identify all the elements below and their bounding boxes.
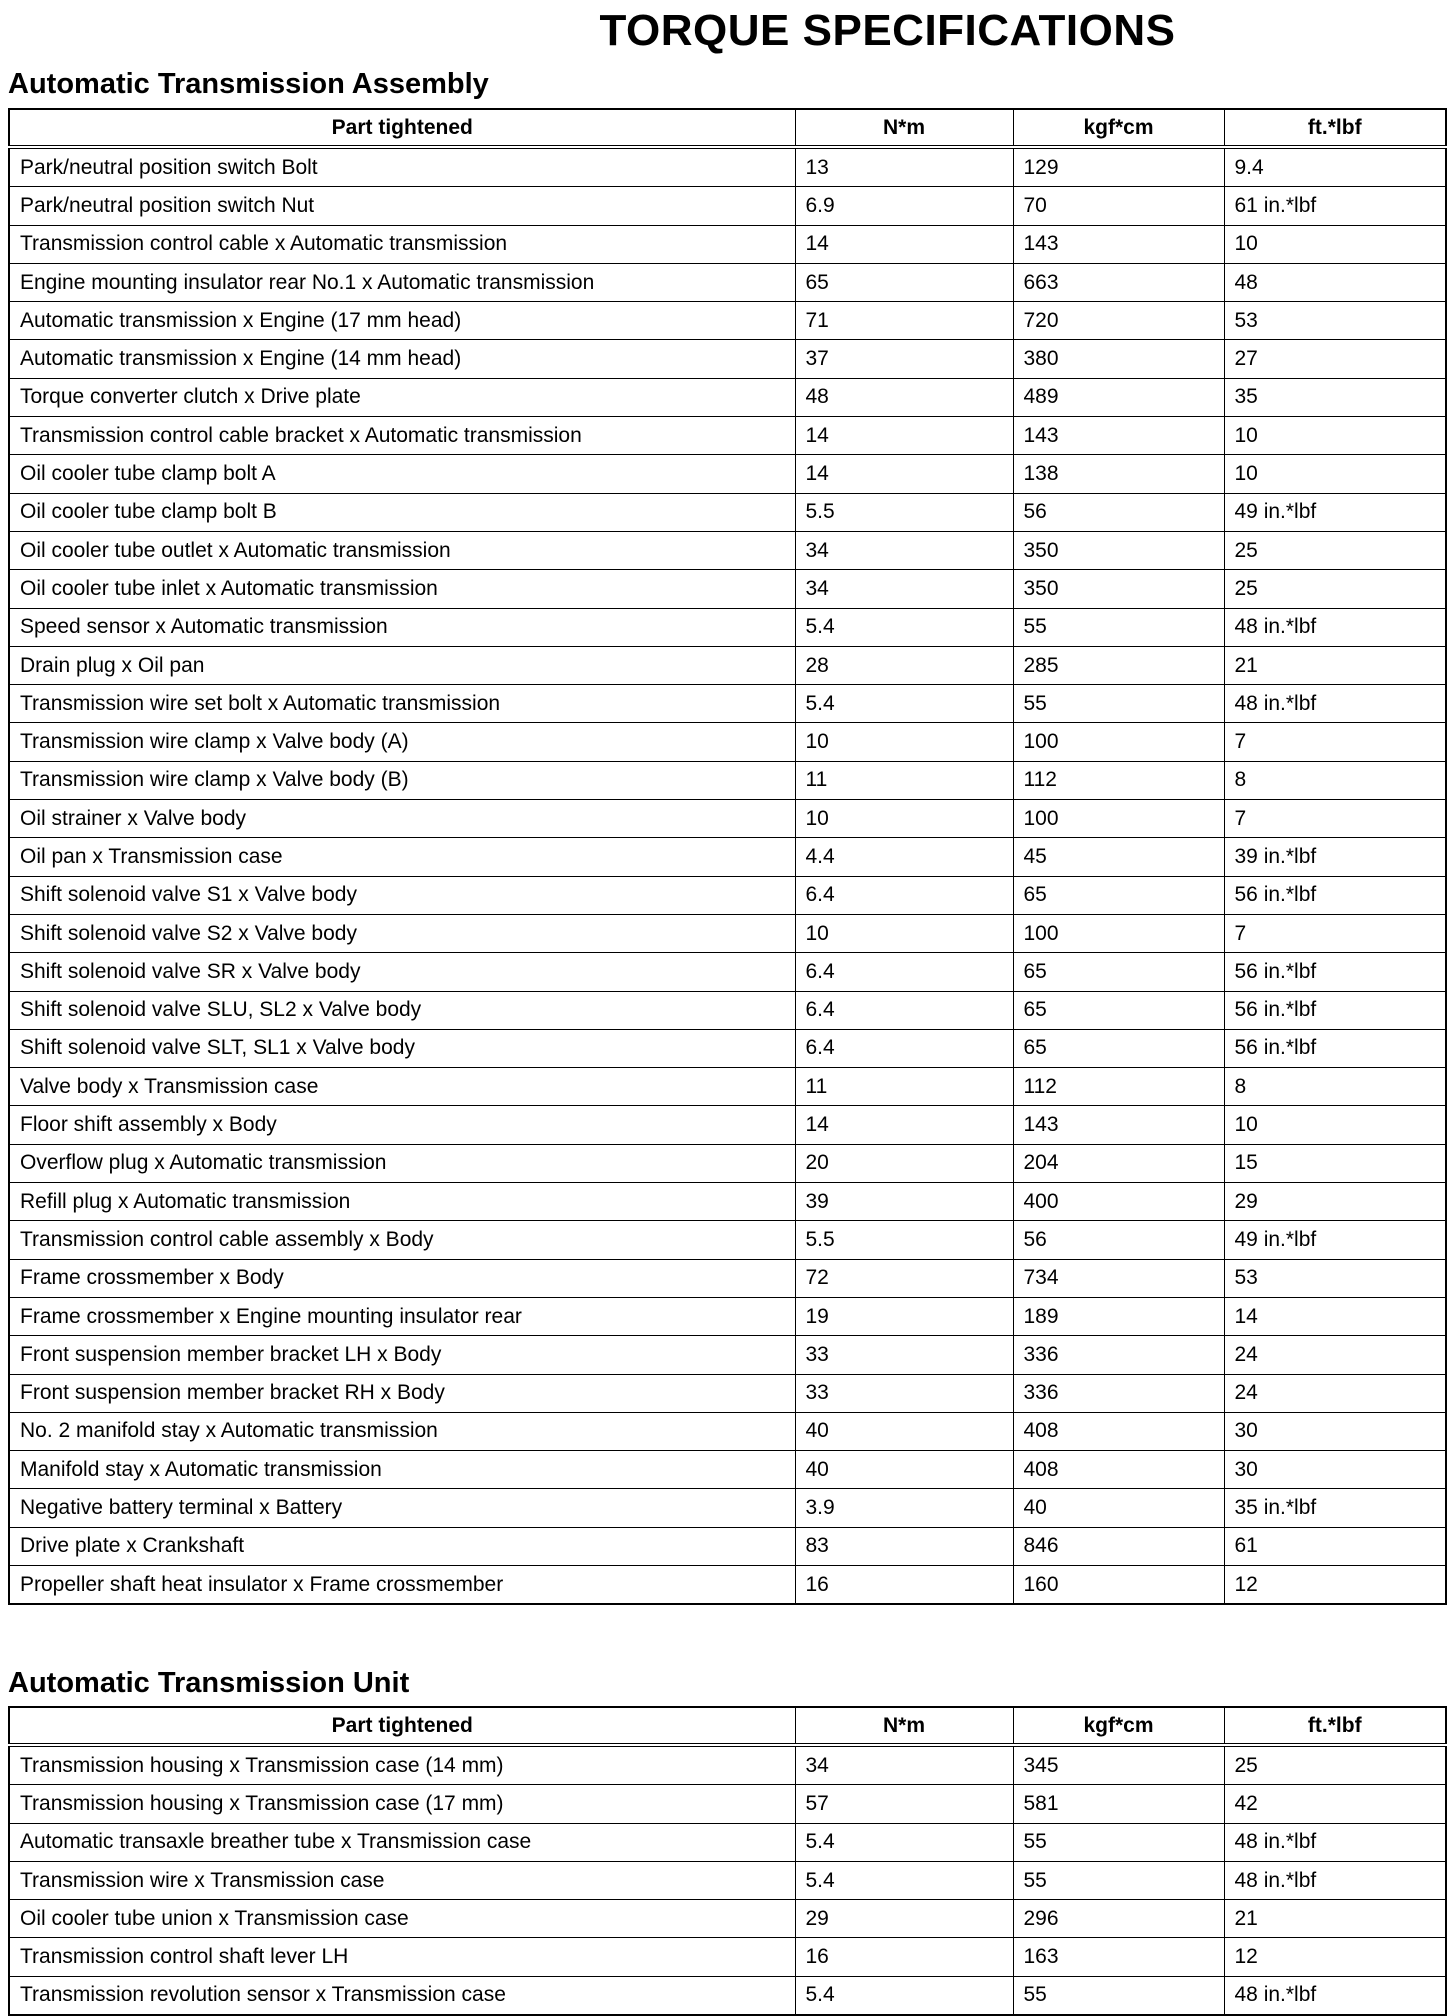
table-row (9, 187, 1446, 225)
cell-kgfcm: 400 (1013, 1183, 1224, 1221)
header-kgfcm: kgf*cm (1013, 109, 1224, 147)
table-row (9, 340, 1446, 378)
cell-ftlbf: 8 (1224, 761, 1446, 799)
cell-ftlbf: 12 (1224, 1565, 1446, 1604)
table-row (9, 838, 1446, 876)
cell-kgfcm: 65 (1013, 953, 1224, 991)
table-row (9, 723, 1446, 761)
cell-ftlbf: 25 (1224, 1745, 1446, 1785)
cell-nm: 16 (795, 1565, 1013, 1604)
table-row (9, 876, 1446, 914)
cell-part-tightened: Oil cooler tube union x Transmission case (9, 1900, 795, 1938)
cell-ftlbf: 25 (1224, 531, 1446, 569)
table-row (9, 1029, 1446, 1067)
cell-part-tightened: Transmission wire clamp x Valve body (B) (9, 761, 795, 799)
cell-ftlbf: 48 in.*lbf (1224, 685, 1446, 723)
cell-nm: 14 (795, 225, 1013, 263)
cell-ftlbf: 49 in.*lbf (1224, 1221, 1446, 1259)
cell-kgfcm: 143 (1013, 417, 1224, 455)
table-row (9, 1221, 1446, 1259)
cell-ftlbf: 39 in.*lbf (1224, 838, 1446, 876)
cell-nm: 5.4 (795, 1976, 1013, 2015)
table-row (9, 608, 1446, 646)
cell-ftlbf: 24 (1224, 1336, 1446, 1374)
cell-kgfcm: 336 (1013, 1374, 1224, 1412)
cell-ftlbf: 8 (1224, 1068, 1446, 1106)
cell-nm: 34 (795, 1745, 1013, 1785)
cell-part-tightened: Transmission control cable x Automatic transmission (9, 225, 795, 263)
cell-part-tightened: Transmission control shaft lever LH (9, 1938, 795, 1976)
cell-part-tightened: Shift solenoid valve S1 x Valve body (9, 876, 795, 914)
cell-nm: 72 (795, 1259, 1013, 1297)
table-row (9, 1745, 1446, 1785)
cell-part-tightened: Shift solenoid valve S2 x Valve body (9, 914, 795, 952)
cell-nm: 40 (795, 1412, 1013, 1450)
cell-ftlbf: 30 (1224, 1451, 1446, 1489)
table-row (9, 378, 1446, 416)
cell-part-tightened: Oil pan x Transmission case (9, 838, 795, 876)
cell-kgfcm: 65 (1013, 1029, 1224, 1067)
table-row (9, 646, 1446, 684)
cell-ftlbf: 48 in.*lbf (1224, 608, 1446, 646)
cell-kgfcm: 336 (1013, 1336, 1224, 1374)
cell-part-tightened: Engine mounting insulator rear No.1 x Automatic transmission (9, 263, 795, 301)
cell-part-tightened: Manifold stay x Automatic transmission (9, 1451, 795, 1489)
cell-kgfcm: 55 (1013, 1861, 1224, 1899)
table-row (9, 1259, 1446, 1297)
cell-ftlbf: 15 (1224, 1144, 1446, 1182)
cell-kgfcm: 100 (1013, 800, 1224, 838)
cell-kgfcm: 45 (1013, 838, 1224, 876)
cell-nm: 65 (795, 263, 1013, 301)
cell-part-tightened: Transmission housing x Transmission case (14 mm) (9, 1745, 795, 1785)
cell-part-tightened: Automatic transaxle breather tube x Transmission case (9, 1823, 795, 1861)
table-row (9, 531, 1446, 569)
page-title: TORQUE SPECIFICATIONS (599, 6, 1176, 55)
cell-kgfcm: 285 (1013, 646, 1224, 684)
cell-ftlbf: 56 in.*lbf (1224, 1029, 1446, 1067)
cell-part-tightened: Front suspension member bracket LH x Body (9, 1336, 795, 1374)
cell-ftlbf: 29 (1224, 1183, 1446, 1221)
cell-ftlbf: 14 (1224, 1297, 1446, 1335)
header-part-tightened: Part tightened (9, 109, 795, 147)
table-row (9, 1861, 1446, 1899)
table-row (9, 1823, 1446, 1861)
cell-kgfcm: 70 (1013, 187, 1224, 225)
table-row (9, 147, 1446, 187)
table-row (9, 263, 1446, 301)
table-row (9, 914, 1446, 952)
cell-nm: 71 (795, 302, 1013, 340)
table-row (9, 1412, 1446, 1450)
cell-nm: 6.4 (795, 1029, 1013, 1067)
cell-part-tightened: Valve body x Transmission case (9, 1068, 795, 1106)
cell-kgfcm: 129 (1013, 147, 1224, 187)
cell-ftlbf: 56 in.*lbf (1224, 876, 1446, 914)
cell-ftlbf: 56 in.*lbf (1224, 953, 1446, 991)
cell-part-tightened: Floor shift assembly x Body (9, 1106, 795, 1144)
cell-nm: 6.9 (795, 187, 1013, 225)
cell-nm: 5.4 (795, 608, 1013, 646)
cell-kgfcm: 143 (1013, 225, 1224, 263)
cell-part-tightened: Frame crossmember x Body (9, 1259, 795, 1297)
table-row (9, 800, 1446, 838)
table-row (9, 1785, 1446, 1823)
cell-part-tightened: Shift solenoid valve SR x Valve body (9, 953, 795, 991)
section-title-assembly: Automatic Transmission Assembly (8, 68, 489, 100)
cell-ftlbf: 7 (1224, 800, 1446, 838)
table-row (9, 1144, 1446, 1182)
torque-table-assembly (8, 108, 1447, 1605)
header-part-tightened: Part tightened (9, 1707, 795, 1745)
cell-kgfcm: 55 (1013, 685, 1224, 723)
cell-ftlbf: 10 (1224, 225, 1446, 263)
cell-ftlbf: 24 (1224, 1374, 1446, 1412)
table-row (9, 1976, 1446, 2015)
cell-kgfcm: 189 (1013, 1297, 1224, 1335)
table-row (9, 685, 1446, 723)
cell-kgfcm: 55 (1013, 1823, 1224, 1861)
table-row (9, 1489, 1446, 1527)
cell-nm: 48 (795, 378, 1013, 416)
cell-kgfcm: 100 (1013, 914, 1224, 952)
cell-nm: 6.4 (795, 876, 1013, 914)
cell-ftlbf: 35 (1224, 378, 1446, 416)
cell-nm: 83 (795, 1527, 1013, 1565)
cell-part-tightened: Refill plug x Automatic transmission (9, 1183, 795, 1221)
cell-part-tightened: Transmission housing x Transmission case (17 mm) (9, 1785, 795, 1823)
cell-nm: 5.4 (795, 1823, 1013, 1861)
cell-ftlbf: 7 (1224, 914, 1446, 952)
cell-part-tightened: Automatic transmission x Engine (14 mm head) (9, 340, 795, 378)
cell-kgfcm: 65 (1013, 876, 1224, 914)
torque-table-unit (8, 1706, 1447, 2016)
cell-ftlbf: 53 (1224, 1259, 1446, 1297)
table-row (9, 1527, 1446, 1565)
cell-part-tightened: Oil cooler tube clamp bolt B (9, 493, 795, 531)
cell-kgfcm: 350 (1013, 531, 1224, 569)
cell-part-tightened: Drain plug x Oil pan (9, 646, 795, 684)
cell-part-tightened: Oil cooler tube inlet x Automatic transmission (9, 570, 795, 608)
header-ftlbf: ft.*lbf (1224, 1707, 1446, 1745)
cell-kgfcm: 55 (1013, 608, 1224, 646)
header-ftlbf: ft.*lbf (1224, 109, 1446, 147)
table-row (9, 493, 1446, 531)
cell-kgfcm: 100 (1013, 723, 1224, 761)
cell-part-tightened: Transmission control cable assembly x Body (9, 1221, 795, 1259)
cell-part-tightened: Negative battery terminal x Battery (9, 1489, 795, 1527)
cell-part-tightened: Frame crossmember x Engine mounting insulator rear (9, 1297, 795, 1335)
cell-ftlbf: 10 (1224, 417, 1446, 455)
cell-ftlbf: 48 (1224, 263, 1446, 301)
cell-part-tightened: Transmission wire x Transmission case (9, 1861, 795, 1899)
cell-kgfcm: 56 (1013, 493, 1224, 531)
cell-part-tightened: Propeller shaft heat insulator x Frame crossmember (9, 1565, 795, 1604)
cell-kgfcm: 56 (1013, 1221, 1224, 1259)
cell-kgfcm: 296 (1013, 1900, 1224, 1938)
table-row (9, 1374, 1446, 1412)
cell-nm: 4.4 (795, 838, 1013, 876)
cell-kgfcm: 408 (1013, 1451, 1224, 1489)
cell-nm: 16 (795, 1938, 1013, 1976)
cell-nm: 14 (795, 455, 1013, 493)
cell-ftlbf: 48 in.*lbf (1224, 1976, 1446, 2015)
cell-kgfcm: 65 (1013, 991, 1224, 1029)
cell-part-tightened: Transmission control cable bracket x Automatic transmission (9, 417, 795, 455)
cell-nm: 5.5 (795, 493, 1013, 531)
cell-part-tightened: Automatic transmission x Engine (17 mm head) (9, 302, 795, 340)
cell-kgfcm: 55 (1013, 1976, 1224, 2015)
cell-nm: 11 (795, 761, 1013, 799)
cell-part-tightened: Oil cooler tube outlet x Automatic transmission (9, 531, 795, 569)
cell-ftlbf: 27 (1224, 340, 1446, 378)
cell-part-tightened: Front suspension member bracket RH x Body (9, 1374, 795, 1412)
cell-kgfcm: 112 (1013, 761, 1224, 799)
cell-part-tightened: Transmission wire set bolt x Automatic transmission (9, 685, 795, 723)
table-row (9, 1938, 1446, 1976)
cell-nm: 14 (795, 1106, 1013, 1144)
cell-ftlbf: 9.4 (1224, 147, 1446, 187)
cell-ftlbf: 21 (1224, 1900, 1446, 1938)
cell-part-tightened: Torque converter clutch x Drive plate (9, 378, 795, 416)
cell-part-tightened: Speed sensor x Automatic transmission (9, 608, 795, 646)
cell-nm: 3.9 (795, 1489, 1013, 1527)
cell-kgfcm: 40 (1013, 1489, 1224, 1527)
cell-part-tightened: Park/neutral position switch Bolt (9, 147, 795, 187)
table-row (9, 302, 1446, 340)
table-row (9, 1336, 1446, 1374)
table-row (9, 225, 1446, 263)
cell-nm: 28 (795, 646, 1013, 684)
cell-ftlbf: 10 (1224, 1106, 1446, 1144)
cell-nm: 19 (795, 1297, 1013, 1335)
header-nm: N*m (795, 1707, 1013, 1745)
cell-nm: 6.4 (795, 953, 1013, 991)
cell-kgfcm: 160 (1013, 1565, 1224, 1604)
cell-ftlbf: 42 (1224, 1785, 1446, 1823)
cell-ftlbf: 61 (1224, 1527, 1446, 1565)
table-row (9, 1183, 1446, 1221)
cell-nm: 6.4 (795, 991, 1013, 1029)
table-row (9, 1900, 1446, 1938)
cell-part-tightened: Shift solenoid valve SLU, SL2 x Valve body (9, 991, 795, 1029)
section-title-unit: Automatic Transmission Unit (8, 1667, 410, 1699)
header-kgfcm: kgf*cm (1013, 1707, 1224, 1745)
cell-kgfcm: 138 (1013, 455, 1224, 493)
cell-kgfcm: 345 (1013, 1745, 1224, 1785)
table-row (9, 570, 1446, 608)
cell-ftlbf: 10 (1224, 455, 1446, 493)
cell-nm: 10 (795, 723, 1013, 761)
table-row (9, 953, 1446, 991)
cell-kgfcm: 380 (1013, 340, 1224, 378)
cell-ftlbf: 53 (1224, 302, 1446, 340)
cell-kgfcm: 581 (1013, 1785, 1224, 1823)
cell-part-tightened: Drive plate x Crankshaft (9, 1527, 795, 1565)
cell-nm: 5.4 (795, 685, 1013, 723)
table-row (9, 417, 1446, 455)
cell-kgfcm: 720 (1013, 302, 1224, 340)
cell-nm: 14 (795, 417, 1013, 455)
cell-nm: 20 (795, 1144, 1013, 1182)
table-row (9, 1106, 1446, 1144)
table-row (9, 1451, 1446, 1489)
table-row (9, 991, 1446, 1029)
cell-part-tightened: Transmission revolution sensor x Transmission case (9, 1976, 795, 2015)
cell-ftlbf: 21 (1224, 646, 1446, 684)
table-row (9, 761, 1446, 799)
cell-nm: 11 (795, 1068, 1013, 1106)
cell-ftlbf: 35 in.*lbf (1224, 1489, 1446, 1527)
cell-kgfcm: 163 (1013, 1938, 1224, 1976)
cell-kgfcm: 489 (1013, 378, 1224, 416)
cell-ftlbf: 7 (1224, 723, 1446, 761)
cell-part-tightened: Park/neutral position switch Nut (9, 187, 795, 225)
cell-nm: 5.4 (795, 1861, 1013, 1899)
cell-kgfcm: 143 (1013, 1106, 1224, 1144)
cell-kgfcm: 112 (1013, 1068, 1224, 1106)
cell-ftlbf: 48 in.*lbf (1224, 1861, 1446, 1899)
cell-nm: 10 (795, 914, 1013, 952)
cell-nm: 5.5 (795, 1221, 1013, 1259)
cell-nm: 29 (795, 1900, 1013, 1938)
cell-nm: 13 (795, 147, 1013, 187)
table-row (9, 455, 1446, 493)
cell-kgfcm: 663 (1013, 263, 1224, 301)
cell-kgfcm: 204 (1013, 1144, 1224, 1182)
cell-kgfcm: 408 (1013, 1412, 1224, 1450)
cell-kgfcm: 350 (1013, 570, 1224, 608)
cell-ftlbf: 30 (1224, 1412, 1446, 1450)
cell-nm: 10 (795, 800, 1013, 838)
table-row (9, 1565, 1446, 1604)
cell-nm: 33 (795, 1374, 1013, 1412)
cell-nm: 57 (795, 1785, 1013, 1823)
table-row (9, 1297, 1446, 1335)
table-header-row (9, 1707, 1446, 1745)
cell-kgfcm: 734 (1013, 1259, 1224, 1297)
cell-nm: 33 (795, 1336, 1013, 1374)
cell-nm: 34 (795, 570, 1013, 608)
cell-nm: 39 (795, 1183, 1013, 1221)
cell-kgfcm: 846 (1013, 1527, 1224, 1565)
cell-ftlbf: 49 in.*lbf (1224, 493, 1446, 531)
cell-part-tightened: Overflow plug x Automatic transmission (9, 1144, 795, 1182)
cell-ftlbf: 25 (1224, 570, 1446, 608)
cell-ftlbf: 61 in.*lbf (1224, 187, 1446, 225)
cell-nm: 37 (795, 340, 1013, 378)
cell-nm: 34 (795, 531, 1013, 569)
table-row (9, 1068, 1446, 1106)
cell-part-tightened: Transmission wire clamp x Valve body (A) (9, 723, 795, 761)
cell-part-tightened: Oil cooler tube clamp bolt A (9, 455, 795, 493)
cell-ftlbf: 12 (1224, 1938, 1446, 1976)
cell-nm: 40 (795, 1451, 1013, 1489)
cell-part-tightened: Shift solenoid valve SLT, SL1 x Valve body (9, 1029, 795, 1067)
cell-part-tightened: No. 2 manifold stay x Automatic transmission (9, 1412, 795, 1450)
cell-ftlbf: 56 in.*lbf (1224, 991, 1446, 1029)
cell-ftlbf: 48 in.*lbf (1224, 1823, 1446, 1861)
cell-part-tightened: Oil strainer x Valve body (9, 800, 795, 838)
header-nm: N*m (795, 109, 1013, 147)
table-header-row (9, 109, 1446, 147)
